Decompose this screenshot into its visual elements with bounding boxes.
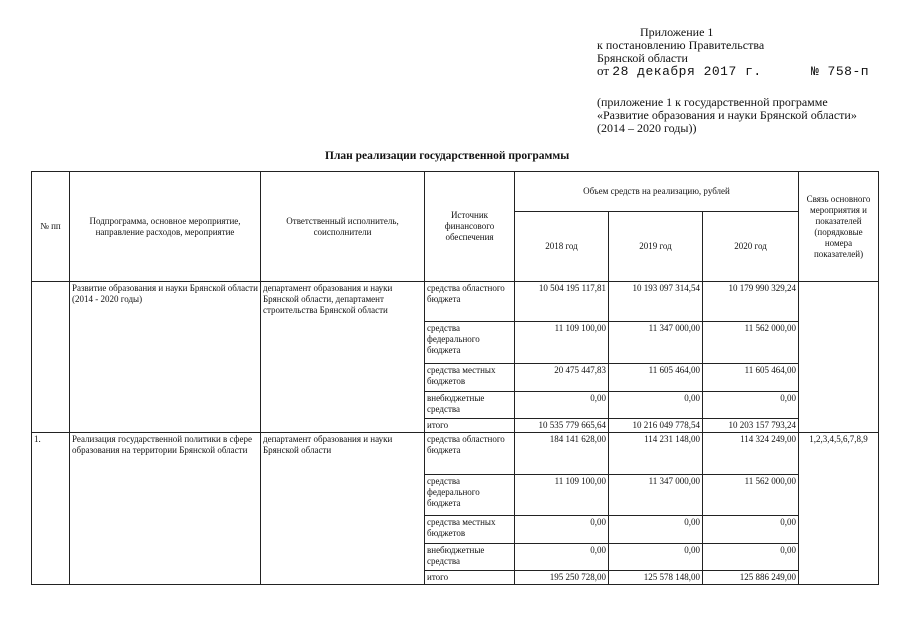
total-2020: 10 203 157 793,24 bbox=[703, 419, 799, 433]
plan-table bbox=[31, 171, 879, 585]
source-cell: средства областного бюджета bbox=[425, 282, 515, 322]
value-2019: 0,00 bbox=[609, 516, 703, 544]
source-cell: средства местных бюджетов bbox=[425, 516, 515, 544]
source-cell: средства федерального бюджета bbox=[425, 475, 515, 516]
value-2019: 0,00 bbox=[609, 544, 703, 571]
value-2018: 0,00 bbox=[515, 516, 609, 544]
value-2020: 0,00 bbox=[703, 544, 799, 571]
source-cell: внебюджетные средства bbox=[425, 544, 515, 571]
indicator-link bbox=[799, 282, 879, 433]
value-2020: 11 562 000,00 bbox=[703, 322, 799, 364]
executor-name: департамент образования и науки Брянской области, департамент строительства Брянской области bbox=[261, 282, 425, 433]
row-number: 1. bbox=[32, 433, 70, 585]
decree-number: № 758-п bbox=[810, 64, 870, 79]
value-2019: 11 347 000,00 bbox=[609, 322, 703, 364]
program-reference-line2: «Развитие образования и науки Брянской области» bbox=[597, 108, 857, 122]
value-2018: 20 475 447,83 bbox=[515, 364, 609, 392]
value-2018: 184 141 628,00 bbox=[515, 433, 609, 475]
header-2020: 2020 год bbox=[703, 212, 799, 282]
source-cell: итого bbox=[425, 571, 515, 585]
table-row bbox=[32, 282, 879, 322]
header-2018: 2018 год bbox=[515, 212, 609, 282]
total-2018: 195 250 728,00 bbox=[515, 571, 609, 585]
total-2019: 125 578 148,00 bbox=[609, 571, 703, 585]
subprogram-name: Развитие образования и науки Брянской области (2014 - 2020 годы) bbox=[70, 282, 261, 433]
indicator-link: 1,2,3,4,5,6,7,8,9 bbox=[799, 433, 879, 585]
decree-reference-line2: Брянской области bbox=[597, 51, 688, 65]
value-2019: 10 193 097 314,54 bbox=[609, 282, 703, 322]
header-source: Источник финансового обеспечения bbox=[425, 172, 515, 282]
decree-date-row bbox=[597, 64, 869, 78]
value-2020: 11 605 464,00 bbox=[703, 364, 799, 392]
date-prefix: от bbox=[597, 63, 610, 78]
total-2020: 125 886 249,00 bbox=[703, 571, 799, 585]
executor-name: департамент образования и науки Брянской области bbox=[261, 433, 425, 585]
row-number bbox=[32, 282, 70, 433]
program-reference-line1: (приложение 1 к государственной программе bbox=[597, 95, 828, 109]
source-cell: внебюджетные средства bbox=[425, 392, 515, 419]
program-reference-line3: (2014 – 2020 годы)) bbox=[597, 121, 697, 135]
source-cell: средства областного бюджета bbox=[425, 433, 515, 475]
header-executor: Ответственный исполнитель, соисполнители bbox=[261, 172, 425, 282]
appendix-title: Приложение 1 bbox=[640, 25, 714, 39]
table-header-row bbox=[32, 172, 879, 212]
value-2018: 11 109 100,00 bbox=[515, 475, 609, 516]
value-2019: 0,00 bbox=[609, 392, 703, 419]
header-link: Связь основного мероприятия и показателей (порядковые номера показателей) bbox=[799, 172, 879, 282]
value-2019: 11 605 464,00 bbox=[609, 364, 703, 392]
value-2019: 11 347 000,00 bbox=[609, 475, 703, 516]
value-2020: 11 562 000,00 bbox=[703, 475, 799, 516]
value-2020: 10 179 990 329,24 bbox=[703, 282, 799, 322]
value-2020: 0,00 bbox=[703, 516, 799, 544]
value-2019: 114 231 148,00 bbox=[609, 433, 703, 475]
value-2018: 0,00 bbox=[515, 392, 609, 419]
header-2019: 2019 год bbox=[609, 212, 703, 282]
header-no: № пп bbox=[32, 172, 70, 282]
source-cell: средства местных бюджетов bbox=[425, 364, 515, 392]
table-row bbox=[32, 433, 879, 475]
source-cell: средства федерального бюджета bbox=[425, 322, 515, 364]
decree-date: 28 декабря 2017 г. bbox=[612, 64, 762, 79]
source-cell: итого bbox=[425, 419, 515, 433]
decree-reference-line1: к постановлению Правительства bbox=[597, 38, 765, 52]
value-2020: 0,00 bbox=[703, 392, 799, 419]
plan-title: План реализации государственной программы bbox=[325, 150, 570, 162]
total-2018: 10 535 779 665,64 bbox=[515, 419, 609, 433]
value-2018: 0,00 bbox=[515, 544, 609, 571]
value-2020: 114 324 249,00 bbox=[703, 433, 799, 475]
total-2019: 10 216 049 778,54 bbox=[609, 419, 703, 433]
value-2018: 11 109 100,00 bbox=[515, 322, 609, 364]
header-volume: Объем средств на реализацию, рублей bbox=[515, 172, 799, 212]
header-subprogram: Подпрограмма, основное мероприятие, направление расходов, мероприятие bbox=[70, 172, 261, 282]
value-2018: 10 504 195 117,81 bbox=[515, 282, 609, 322]
subprogram-name: Реализация государственной политики в сфере образования на территории Брянской области bbox=[70, 433, 261, 585]
